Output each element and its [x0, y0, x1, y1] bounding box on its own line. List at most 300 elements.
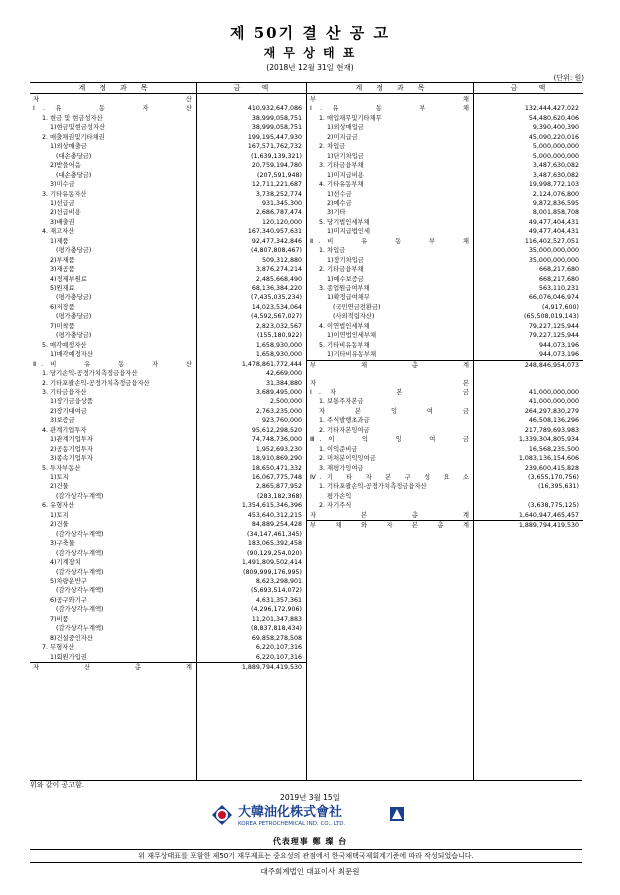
amount-value: 3,689,495,000: [255, 388, 302, 396]
account-label: 2. 차입금: [319, 143, 346, 151]
account-label: 4. 이연법인세부채: [319, 322, 370, 330]
amount-value: 35,000,000,000: [528, 247, 579, 255]
account-label: 부 채 와 자 본 총 계: [310, 522, 469, 530]
table-row: [307, 520, 583, 530]
amount-value: (4,592,567,027): [251, 313, 302, 321]
table-row: [30, 643, 306, 652]
table-row: [307, 256, 583, 265]
table-row: [307, 407, 583, 416]
account-label: 5. 매각예정자산: [42, 341, 87, 349]
table-row: [307, 95, 583, 104]
liabilities-header: [307, 83, 583, 94]
amount-value: 563,110,231: [538, 285, 579, 292]
amount-value: (809,999,176,995): [243, 568, 302, 576]
account-label: 1)매각예정자산: [50, 351, 93, 359]
amount-value: 79,227,125,944: [528, 322, 579, 330]
account-label: (감가상각누계액): [56, 568, 104, 576]
account-label: 3. 기타유동자산: [42, 190, 87, 198]
amount-value: (8,837,818,434): [251, 625, 302, 633]
account-label: 1)미지급비용: [327, 171, 364, 179]
account-label: 5)차량운반구: [50, 577, 87, 585]
account-label: 1. 기타포괄손익-공정가치측정금융자산: [319, 483, 427, 491]
table-row: [307, 482, 583, 491]
amount-header: 금 액: [233, 84, 269, 92]
amount-value: 120,120,000: [261, 218, 302, 226]
table-row: [30, 322, 306, 331]
table-row: [30, 539, 306, 548]
account-label: 1)확정급여채무: [327, 294, 370, 302]
amount-value: 84,889,254,428: [251, 521, 302, 529]
account-label: 1. 보통주자본금: [319, 398, 364, 406]
amount-value: 2,500,000: [269, 398, 302, 406]
table-row: [307, 331, 583, 340]
amount-value: 2,763,235,000: [255, 407, 302, 415]
amount-value: 3,738,252,774: [255, 190, 302, 198]
account-label: 5)원재료: [50, 285, 75, 292]
table-row: [30, 530, 306, 539]
table-row: [307, 426, 583, 435]
amount-value: 2,686,787,474: [255, 209, 302, 217]
table-row: [30, 416, 306, 425]
table-row: [307, 379, 583, 388]
account-label: 4. 관계기업투자: [42, 426, 87, 434]
table-row: [30, 227, 306, 236]
table-row: [30, 634, 306, 643]
amount-value: 1,952,693,230: [255, 445, 302, 453]
table-row: [307, 303, 583, 312]
table-row: [30, 605, 306, 614]
account-label: 1)관계기업투자: [50, 436, 93, 444]
account-label: 5. 기타비유동부채: [319, 341, 370, 349]
table-row: [30, 284, 306, 293]
amount-value: 4,631,357,361: [255, 596, 302, 604]
amount-value: 2,823,032,567: [255, 322, 302, 330]
table-row: [307, 208, 583, 217]
account-label: 7)미착품: [50, 322, 75, 330]
notice-date: 2019년 3월 15일: [280, 793, 340, 802]
account-label: Ⅲ. 이 익 잉 여 금: [310, 436, 469, 444]
account-label: 3)구축물: [50, 540, 75, 548]
account-label: 7)비품: [50, 615, 69, 623]
account-label: 3)미수금: [50, 181, 75, 189]
table-row: [30, 218, 306, 227]
amount-value: 923,760,000: [261, 417, 302, 425]
account-label: 3)재공품: [50, 266, 75, 274]
amount-value: 944,073,196: [538, 341, 579, 349]
account-label: 1)토지: [50, 474, 69, 481]
amount-value: 509,312,880: [261, 256, 302, 264]
account-label: (감가상각누계액): [56, 606, 104, 614]
amount-value: 1,083,136,154,606: [518, 455, 579, 463]
account-label: 2)공동기업투자: [50, 445, 93, 453]
table-row: [30, 265, 306, 274]
account-label: 1. 주식발행초과금: [319, 417, 370, 425]
table-row: [30, 492, 306, 501]
amount-value: 167,340,957,631: [247, 228, 302, 236]
table-row: [307, 322, 583, 331]
amount-value: 1,491,809,502,414: [241, 559, 302, 567]
amount-value: 9,872,836,595: [532, 199, 579, 207]
account-label: 1. 이익준비금: [319, 445, 358, 453]
table-row: [30, 549, 306, 558]
amount-value: 95,612,298,520: [251, 426, 302, 434]
amount-value: (90,129,254,020): [247, 549, 302, 557]
table-row: [30, 426, 306, 435]
amount-value: 38,999,058,751: [251, 124, 302, 132]
account-label: 3. 종업원급여부채: [319, 285, 370, 292]
amount-value: 1,658,930,000: [255, 351, 302, 359]
table-row: [307, 293, 583, 302]
table-row: [30, 615, 306, 624]
table-row: [30, 596, 306, 605]
table-row: [307, 246, 583, 255]
account-label: 1)선급금: [50, 199, 75, 207]
assets-column: [30, 83, 306, 780]
table-row: [30, 237, 306, 246]
account-label: Ⅱ. 비 유 동 자 산: [33, 360, 192, 368]
table-row: [307, 473, 583, 482]
amount-value: 16,067,775,748: [251, 474, 302, 481]
amount-value: 46,508,136,296: [528, 417, 579, 425]
amount-value: 2,485,668,490: [255, 275, 302, 283]
amount-value: 9,390,400,390: [532, 124, 579, 132]
amount-value: 199,195,447,930: [247, 133, 302, 141]
table-row: [30, 95, 306, 104]
table-row: [307, 180, 583, 189]
table-row: [30, 331, 306, 340]
account-label: 1)단기차입금: [327, 152, 364, 160]
account-label: 1. 현금 및 현금성자산: [42, 114, 103, 122]
amount-value: 41,000,000,000: [528, 388, 579, 396]
amount-value: (155,180,922): [257, 332, 302, 340]
table-row: [307, 227, 583, 236]
table-row: [30, 256, 306, 265]
table-row: [30, 586, 306, 595]
table-row: [30, 445, 306, 454]
amount-value: 66,076,046,974: [528, 294, 579, 302]
account-label: 자 산 총 계: [33, 664, 192, 671]
amount-value: 668,217,680: [538, 275, 579, 283]
account-label: 6. 유형자산: [42, 502, 75, 510]
account-label: Ⅰ. 유 동 부 채: [310, 105, 469, 113]
amount-value: 69,858,278,508: [251, 634, 302, 642]
amount-value: 410,932,647,086: [247, 105, 302, 113]
account-label: 1)토지: [50, 511, 69, 519]
table-row: [307, 501, 583, 510]
table-row: [30, 454, 306, 463]
company-name-en: KOREA PETROCHEMICAL IND. CO., LTD.: [238, 821, 346, 827]
table-row: [307, 397, 583, 406]
table-row: [307, 190, 583, 199]
account-label: 4)정제부원료: [50, 275, 87, 283]
account-label: 자 본 총 계: [310, 511, 469, 519]
account-label: 3)배출권: [50, 218, 75, 226]
table-row: [30, 653, 306, 662]
account-label: 5. 당기법인세부채: [319, 218, 370, 226]
account-label: 5. 투자부동산: [42, 464, 81, 472]
page-title: 제 50기 결 산 공 고: [230, 24, 390, 42]
amount-value: (34,147,461,345): [247, 530, 302, 538]
account-label: 1)외상매출금: [50, 143, 87, 151]
account-label: 1)장기금융상품: [50, 398, 93, 406]
account-label: 3)종속기업투자: [50, 455, 93, 463]
table-row: [307, 341, 583, 350]
amount-value: (3,655,170,756): [528, 474, 579, 481]
account-label: (감가상각누계액): [56, 492, 104, 500]
account-label: (평가충당금): [56, 332, 92, 340]
account-label: (평가충당금): [56, 313, 92, 321]
amount-value: 217,789,693,983: [524, 426, 579, 434]
company-name-kr: 大韓油化株式會社: [238, 805, 343, 820]
account-label: 1. 매입채무및기타채무: [319, 114, 382, 122]
amount-value: 264,297,830,279: [524, 407, 579, 415]
table-row: [307, 445, 583, 454]
account-label: 부 채: [310, 96, 469, 103]
account-label: 2)받을어음: [50, 162, 81, 170]
amount-value: 45,090,220,016: [528, 133, 579, 141]
table-row: [307, 152, 583, 161]
balance-sheet-table: [30, 82, 582, 781]
account-label: 자 본 잉 여 금: [319, 407, 469, 415]
table-row: [30, 350, 306, 359]
account-label: (국민연금전환금): [333, 303, 381, 311]
amount-value: (283,182,368): [257, 492, 302, 500]
amount-value: 14,023,534,064: [251, 303, 302, 311]
account-label: Ⅳ. 기 타 자 본 구 성 요 소: [310, 474, 469, 481]
account-label: 2)선급비용: [50, 209, 81, 217]
amount-value: 2,124,076,800: [532, 190, 579, 198]
account-label: 1)기타비유동부채: [327, 351, 377, 359]
table-row: [30, 133, 306, 142]
amount-value: 3,487,630,082: [532, 162, 579, 170]
account-label: 6)공구와기구: [50, 596, 87, 604]
amount-value: 3,487,630,082: [532, 171, 579, 179]
table-row: [30, 208, 306, 217]
account-label: 2. 기타포괄손익-공정가치측정금융자산: [42, 379, 150, 387]
account-label: 3. 재평가잉여금: [319, 464, 364, 472]
table-row: [30, 407, 306, 416]
table-row: [30, 199, 306, 208]
amount-value: 6,220,107,316: [255, 653, 302, 661]
table-row: [30, 341, 306, 350]
amount-value: 1,478,861,772,444: [241, 360, 302, 368]
account-label: (평가충당금): [56, 247, 92, 255]
account-label: 자 산: [33, 96, 192, 103]
table-row: [30, 501, 306, 510]
table-row: [307, 123, 583, 132]
notice-statement: 위와 같이 공고함.: [30, 781, 85, 789]
amount-value: 18,650,471,332: [251, 464, 302, 472]
amount-value: 42,669,000: [265, 370, 302, 378]
table-row: [30, 388, 306, 397]
account-header: 계 정 과 목: [355, 84, 425, 92]
amount-value: (4,296,172,906): [251, 606, 302, 614]
table-row: [30, 360, 306, 369]
amount-value: (5,693,514,072): [251, 587, 302, 595]
amount-value: 453,640,312,215: [247, 511, 302, 519]
amount-value: 49,477,404,431: [528, 218, 579, 226]
account-label: 2)미지급금: [327, 133, 358, 141]
company-logo: [210, 803, 410, 827]
amount-value: 167,571,762,732: [247, 143, 302, 151]
amount-value: 41,000,000,000: [528, 398, 579, 406]
account-label: (대손충당금): [56, 171, 92, 179]
table-row: [30, 662, 306, 672]
table-row: [30, 293, 306, 302]
amount-value: 668,217,680: [538, 266, 579, 274]
table-row: [30, 246, 306, 255]
account-header: 계 정 과 목: [78, 84, 148, 92]
assets-header: [30, 83, 306, 94]
table-row: [30, 520, 306, 529]
table-row: [307, 218, 583, 227]
amount-value: 74,748,736,000: [251, 436, 302, 444]
table-row: [30, 558, 306, 567]
table-row: [307, 435, 583, 444]
amount-header: 금 액: [510, 84, 546, 92]
amount-value: 5,000,000,000: [532, 143, 579, 151]
table-row: [30, 161, 306, 170]
amount-value: 944,073,196: [538, 351, 579, 359]
account-label: 1)예수보증금: [327, 275, 364, 283]
table-row: [30, 114, 306, 123]
amount-value: 16,568,235,500: [528, 445, 579, 453]
table-row: [307, 265, 583, 274]
amount-value: 6,220,107,316: [255, 644, 302, 652]
account-label: 6)저장품: [50, 303, 75, 311]
amount-value: 18,910,869,290: [251, 455, 302, 463]
account-label: 2)건물: [50, 483, 69, 491]
amount-value: 54,480,620,406: [528, 114, 579, 122]
account-label: 2. 기타자본잉여금: [319, 426, 370, 434]
table-row: [30, 624, 306, 633]
table-row: [307, 464, 583, 473]
account-label: 4. 기타유동부채: [319, 181, 364, 189]
liabilities-equity-column: [306, 83, 583, 780]
ceo-signature: 代表理事 鄭 璨 台: [272, 837, 348, 846]
amount-value: 79,227,125,944: [528, 332, 579, 340]
account-label: (감가상각누계액): [56, 587, 104, 595]
account-label: 1. 차입금: [319, 247, 346, 255]
table-row: [307, 199, 583, 208]
amount-value: 35,000,000,000: [528, 256, 579, 264]
account-label: (사외적립자산): [333, 313, 375, 321]
amount-value: (7,435,035,234): [251, 294, 302, 302]
amount-value: 92,477,342,846: [251, 237, 302, 245]
amount-value: 20,759,194,780: [251, 162, 302, 170]
account-label: 1)제품: [50, 237, 69, 245]
table-row: [30, 379, 306, 388]
account-label: 평가손익: [327, 492, 352, 500]
table-row: [30, 482, 306, 491]
account-label: 2)부제품: [50, 256, 75, 264]
table-row: [30, 312, 306, 321]
account-label: 1)외상매입금: [327, 124, 364, 132]
table-row: [307, 492, 583, 501]
amount-value: (1,639,139,321): [251, 152, 302, 160]
account-label: 3. 기타금융부채: [319, 162, 364, 170]
amount-value: 19,998,772,103: [528, 181, 579, 189]
table-row: [30, 142, 306, 151]
amount-value: 5,000,000,000: [532, 152, 579, 160]
account-label: 3. 기타금융자산: [42, 388, 87, 396]
account-label: 8)건설중인자산: [50, 634, 93, 642]
account-label: 1. 당기손익-공정가치측정금융자산: [42, 370, 138, 378]
account-label: 2)건물: [50, 521, 69, 529]
table-row: [30, 303, 306, 312]
table-row: [307, 350, 583, 359]
table-row: [307, 454, 583, 463]
account-label: 2)장기대여금: [50, 407, 87, 415]
table-row: [307, 161, 583, 170]
amount-value: (16,395,631): [538, 483, 579, 491]
account-label: 1)이연법인세부채: [327, 332, 377, 340]
statement-title: 재 무 상 태 표: [263, 46, 357, 60]
table-row: [307, 511, 583, 520]
amount-value: 3,876,274,214: [255, 266, 302, 274]
table-row: [30, 568, 306, 577]
amount-value: 1,354,615,346,396: [241, 502, 302, 510]
table-row: [30, 190, 306, 199]
amount-value: 11,201,347,883: [251, 615, 302, 623]
amount-value: 31,384,880: [265, 379, 302, 387]
table-row: [30, 171, 306, 180]
account-label: 자 본: [310, 379, 469, 387]
account-label: 부 채 총 계: [310, 361, 469, 369]
statement-period: (2018년 12월 31일 현재): [266, 63, 354, 72]
table-row: [307, 312, 583, 321]
amount-value: 12,711,221,687: [251, 181, 302, 189]
amount-value: 1,658,930,000: [255, 341, 302, 349]
table-row: [30, 152, 306, 161]
auditor-name: 대주회계법인 대표이사 최문원: [260, 867, 360, 876]
account-label: 1)선수금: [327, 190, 352, 198]
amount-value: 38,999,058,751: [251, 114, 302, 122]
amount-value: 931,345,300: [261, 199, 302, 207]
amount-value: 116,402,527,051: [524, 237, 579, 245]
table-row: [307, 388, 583, 397]
company-emblem-icon: [210, 803, 410, 827]
account-label: 2)예수금: [327, 199, 352, 207]
account-label: 3)보증금: [50, 417, 75, 425]
account-label: 1)회원가입권: [50, 653, 87, 661]
amount-value: 8,001,858,708: [532, 209, 579, 217]
table-row: [30, 435, 306, 444]
amount-value: 49,477,404,431: [528, 228, 579, 236]
amount-value: (4,807,808,467): [251, 247, 302, 255]
amount-value: 2,865,877,952: [255, 483, 302, 491]
amount-value: 1,889,794,419,530: [518, 522, 579, 530]
table-row: [307, 114, 583, 123]
account-label: 2. 매출채권및기타채권: [42, 133, 105, 141]
account-label: 1)미지급법인세: [327, 228, 370, 236]
audit-note: 위 재무상태표를 포함한 제50기 재무제표는 중요성의 관점에서 한국채택국제회계기준에 따라 작성되었습니다.: [30, 849, 582, 863]
account-label: (감가상각누계액): [56, 549, 104, 557]
table-row: [307, 275, 583, 284]
account-label: (감가상각누계액): [56, 625, 104, 633]
account-label: Ⅰ. 유 동 자 산: [33, 105, 192, 113]
amount-value: (65,508,019,143): [524, 313, 579, 321]
account-label: 1)장기차입금: [327, 256, 364, 264]
table-row: [30, 577, 306, 586]
table-row: [30, 369, 306, 378]
account-label: 2. 미처분이익잉여금: [319, 455, 376, 463]
amount-value: 8,623,298,901: [255, 577, 302, 585]
amount-value: 132,444,427,022: [524, 105, 579, 113]
account-label: 4)기계장치: [50, 559, 81, 567]
table-row: [30, 464, 306, 473]
account-label: 4. 재고자산: [42, 228, 75, 236]
